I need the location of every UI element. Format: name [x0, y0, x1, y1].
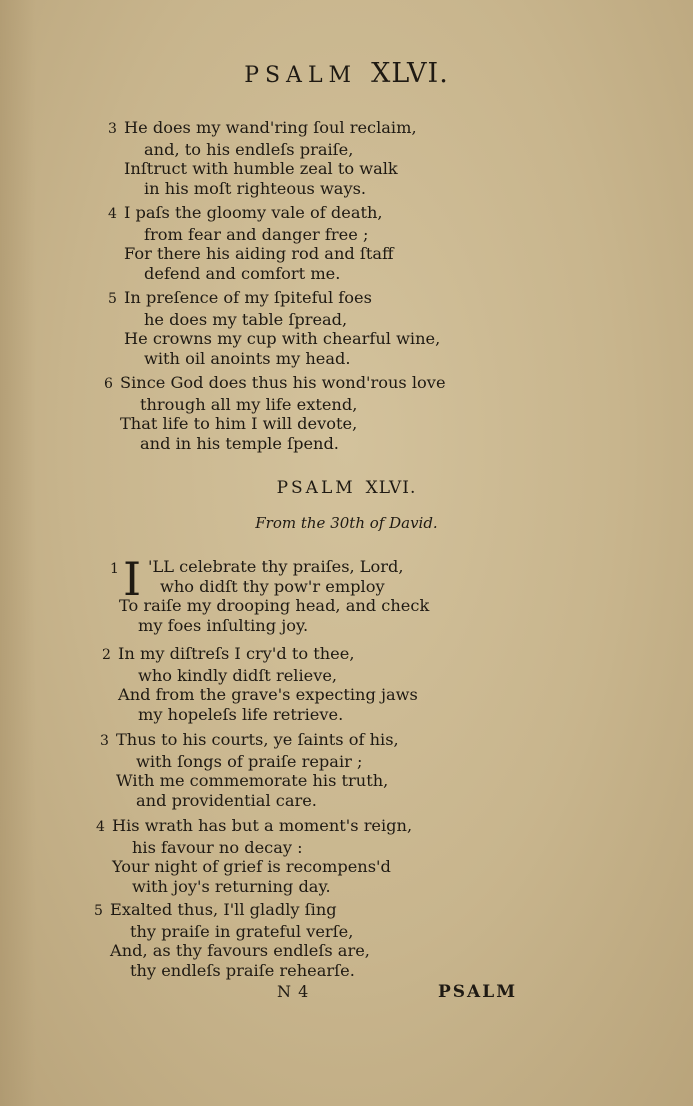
verse-number: 4	[108, 206, 117, 222]
section-heading	[0, 478, 693, 498]
verse-line: In preſence of my ſpiteful foes	[124, 288, 372, 307]
verse-number: 5	[108, 291, 117, 307]
verse-line: my foes inſulting joy.	[138, 615, 309, 635]
stanza-upper-6	[104, 373, 446, 453]
verse-number: 4	[96, 819, 105, 835]
verse-line: Your night of grief is recompens'd	[112, 857, 391, 876]
verse-line: His wrath has but a moment's reign,	[112, 816, 413, 835]
verse-line: in his moſt righteous ways.	[144, 178, 367, 198]
verse-number: 6	[104, 376, 113, 392]
verse-line: and, to his endleſs praiſe,	[144, 139, 354, 159]
verse-line: For there his aiding rod and ſtaff	[124, 244, 394, 263]
verse-line: Thus to his courts, ye ſaints of his,	[116, 730, 399, 749]
verse-line: He crowns my cup with chearful wine,	[124, 329, 441, 348]
stanza-lower-5	[94, 900, 370, 980]
verse-number: 3	[108, 121, 117, 137]
verse-number: 3	[100, 733, 109, 749]
header-psalm-number: XLVI.	[371, 58, 449, 89]
verse-line: thy endleſs praiſe rehearſe.	[130, 960, 355, 980]
verse-line: and providential care.	[136, 790, 317, 810]
section-psalm-number: XLVI.	[365, 478, 417, 498]
section-source: From the 30th of David.	[255, 514, 438, 532]
verse-line: And, as thy favours endleſs are,	[110, 941, 370, 960]
catchword: PSALM	[438, 982, 518, 1002]
stanza-lower-2	[102, 644, 418, 724]
signature-mark: N 4	[277, 982, 310, 1001]
verse-line: Since God does thus his wond'rous love	[120, 373, 446, 392]
verse-number: 5	[94, 903, 103, 919]
drop-cap: I	[123, 552, 142, 606]
stanza-upper-5	[108, 288, 440, 368]
verse-line: To raiſe my drooping head, and check	[119, 596, 430, 615]
verse-line: with ſongs of praiſe repair ;	[136, 751, 363, 771]
running-header	[0, 58, 693, 89]
verse-line: And from the grave's expecting jaws	[118, 685, 418, 704]
stanza-lower-3	[100, 730, 399, 810]
verse-line: Inſtruct with humble zeal to walk	[124, 159, 398, 178]
stanza-lower-4	[96, 816, 412, 896]
verse-line: I paſs the gloomy vale of death,	[124, 203, 383, 222]
verse-line: 'LL celebrate thy praiſes, Lord,	[148, 557, 404, 576]
verse-line: his favour no decay :	[132, 837, 303, 857]
section-psalm-word: PSALM	[276, 478, 356, 498]
stanza-upper-4	[108, 203, 394, 283]
stanza-upper-3	[108, 118, 417, 198]
stanza-lower-1	[110, 552, 430, 635]
verse-line: and in his temple ſpend.	[140, 433, 339, 453]
verse-line: from fear and danger free ;	[144, 224, 369, 244]
verse-number: 2	[102, 647, 111, 663]
verse-line: who didſt thy pow'r employ	[160, 576, 385, 596]
header-psalm-word: PSALM	[244, 63, 358, 88]
verse-line: who kindly didſt relieve,	[138, 665, 338, 685]
verse-line: In my diſtreſs I cry'd to thee,	[118, 644, 355, 663]
verse-line: With me commemorate his truth,	[116, 771, 389, 790]
verse-number: 1	[110, 561, 119, 577]
verse-line: through all my life extend,	[140, 394, 358, 414]
verse-line: he does my table ſpread,	[144, 309, 348, 329]
verse-line: thy praiſe in grateful verſe,	[130, 921, 354, 941]
verse-line: with oil anoints my head.	[144, 348, 351, 368]
verse-line: defend and comfort me.	[144, 263, 341, 283]
verse-line: That life to him I will devote,	[120, 414, 358, 433]
verse-line: my hopeleſs life retrieve.	[138, 704, 344, 724]
verse-line: Exalted thus, I'll gladly ſing	[110, 900, 337, 919]
verse-line: He does my wand'ring ſoul reclaim,	[124, 118, 417, 137]
verse-line: with joy's returning day.	[132, 876, 331, 896]
